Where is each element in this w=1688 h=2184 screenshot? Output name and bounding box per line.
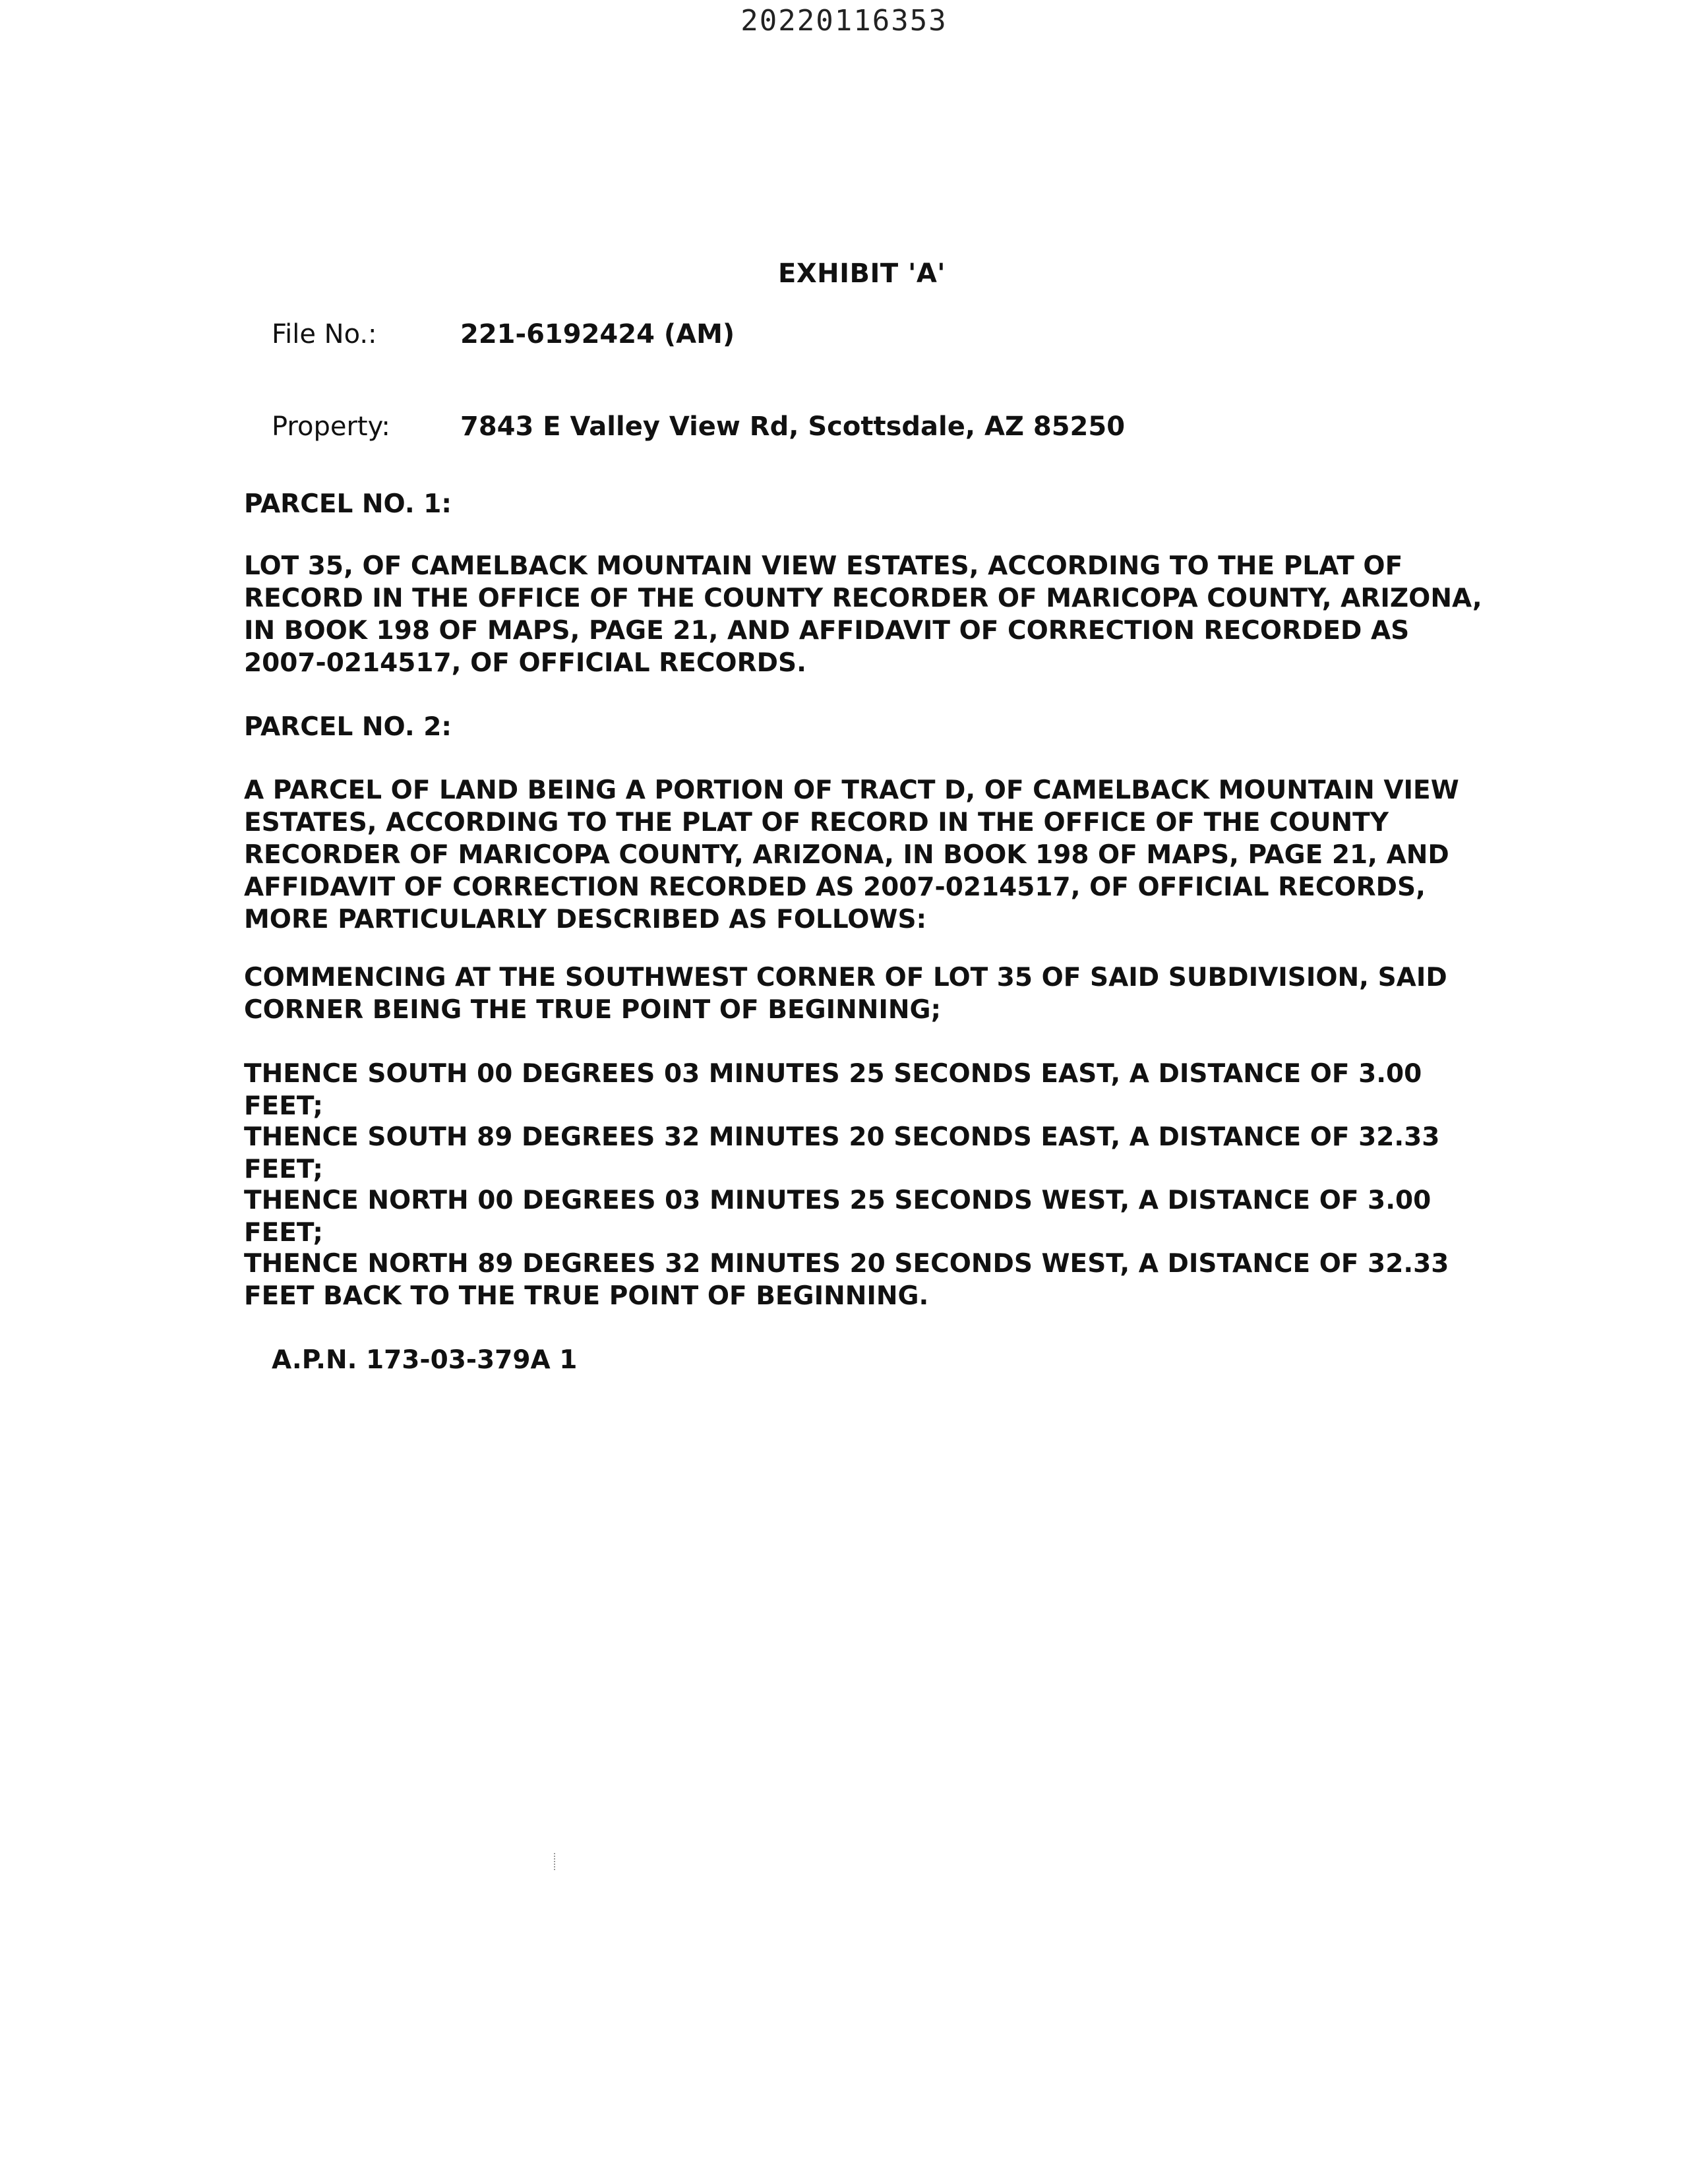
parcel-1-heading xyxy=(244,488,1484,520)
property-row xyxy=(272,411,1125,442)
parcel-1-description xyxy=(244,550,1484,679)
course-line xyxy=(244,1248,1484,1312)
property-label: Property: xyxy=(272,411,390,442)
property-address: 7843 E Valley View Rd, Scottsdale, AZ 85250 xyxy=(460,411,1126,442)
parcel-2-description xyxy=(244,774,1484,936)
file-number-label: File No.: xyxy=(272,319,377,349)
recording-number: 20220116353 xyxy=(740,4,948,38)
course-3-text: THENCE NORTH 00 DEGREES 03 MINUTES 25 SECONDS WEST, A DISTANCE OF 3.00 FEET; xyxy=(244,1186,1432,1248)
course-4-text: THENCE NORTH 89 DEGREES 32 MINUTES 20 SECONDS WEST, A DISTANCE OF 32.33 FEET BACK TO THE TRUE POINT OF BEGINNING. xyxy=(244,1249,1449,1311)
scan-artifact xyxy=(554,1853,557,1870)
course-line xyxy=(244,1121,1484,1186)
commencing-clause xyxy=(244,961,1484,1026)
course-line xyxy=(244,1058,1484,1122)
parcel-1-description-text: LOT 35, OF CAMELBACK MOUNTAIN VIEW ESTATES, ACCORDING TO THE PLAT OF RECORD IN THE OFFICE OF THE COUNTY RECORDER OF MARICOPA COUNTY, ARIZONA, IN BOOK 198 OF MAPS, PAGE 21, AND AFFIDAVIT OF CORRECTION RECORDED AS 2007-0214517, OF OFFICIAL RECORDS. xyxy=(244,551,1482,678)
parcel-2-heading xyxy=(244,711,1484,743)
course-2-text: THENCE SOUTH 89 DEGREES 32 MINUTES 20 SECONDS EAST, A DISTANCE OF 32.33 FEET; xyxy=(244,1122,1440,1184)
parcel-2-heading-text: PARCEL NO. 2: xyxy=(244,712,452,742)
commencing-text: COMMENCING AT THE SOUTHWEST CORNER OF LOT 35 OF SAID SUBDIVISION, SAID CORNER BEING THE TRUE POINT OF BEGINNING; xyxy=(244,963,1447,1025)
parcel-2-description-text: A PARCEL OF LAND BEING A PORTION OF TRACT D, OF CAMELBACK MOUNTAIN VIEW ESTATES, ACCORDING TO THE PLAT OF RECORD IN THE OFFICE OF THE COUNTY RECORDER OF MARICOPA COUNTY, ARIZONA, IN BOOK 198 OF MAPS, PAGE 21, AND AFFIDAVIT OF CORRECTION RECORDED AS 2007-0214517, OF OFFICIAL RECORDS, MORE PARTICULARLY DESCRIBED AS FOLLOWS: xyxy=(244,775,1459,934)
course-line xyxy=(244,1184,1484,1249)
parcel-1-heading-text: PARCEL NO. 1: xyxy=(244,489,452,519)
apn-number: A.P.N. 173-03-379A 1 xyxy=(272,1345,578,1375)
file-number-value: 221-6192424 (AM) xyxy=(460,319,735,349)
file-number-row xyxy=(272,319,735,349)
course-1-text: THENCE SOUTH 00 DEGREES 03 MINUTES 25 SECONDS EAST, A DISTANCE OF 3.00 FEET; xyxy=(244,1059,1422,1121)
exhibit-title: EXHIBIT 'A' xyxy=(778,258,946,289)
